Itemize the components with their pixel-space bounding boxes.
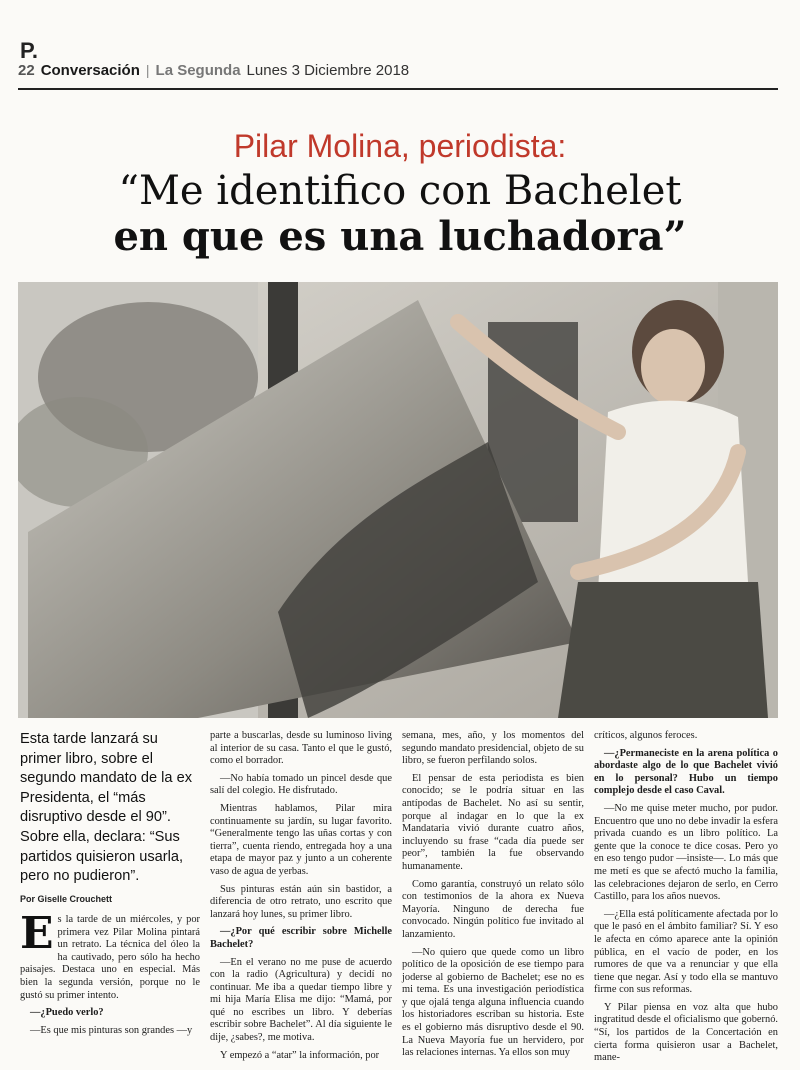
article-byline: Por Giselle Crouchett [20, 894, 113, 904]
article-kicker: Pilar Molina, periodista: [233, 128, 567, 164]
page-number: 22 [18, 62, 35, 79]
interview-question: —¿Permaneciste en la arena política o abordaste algo de lo que Bachelet vivió en lo personal? Hubo un tiempo complejo desde el caso Caval. [594, 747, 778, 797]
paragraph: Mientras hablamos, Pilar mira continuamente su jardín, su lugar favorito. “Generalmente tengo las uñas cortas y con tierra”, cuenta riendo, entregada hoy a una etapa de mayor paz y junto a un coherente vaso de agua de yerbas. [210, 802, 392, 877]
publication-logo: P. [20, 38, 38, 63]
paragraph: Como garantía, construyó un relato sólo con testimonios de la ahora ex Nueva Mayoría. Ninguno de derecha fue convocado. Ningún político fue invitado al lanzamiento. [402, 878, 584, 940]
paragraph: críticos, algunos feroces. [594, 730, 698, 741]
newspaper-name: La Segunda [155, 62, 241, 79]
paragraph: Sus pinturas están aún sin bastidor, a diferencia de otro retrato, uno escrito que lanzará hoy lunes, su primer libro. [210, 883, 392, 920]
paragraph: —No me quise meter mucho, por pudor. Encuentro que uno no debe invadir la esfera privada cuando es un libro político. La gente que la conoce te dice cosas. Pero yo en eso tengo pudor —insiste—. Lo más que me metí es que se afectó mucho la familia, las celebraciones dejaron de serlo, en Cerro Castillo, para los años nuevos. [594, 802, 778, 903]
section-name: Conversación [40, 62, 140, 79]
paragraph: Y empezó a “atar” la información, por [220, 1049, 380, 1061]
page-header [18, 62, 778, 90]
text-column-1 [20, 908, 200, 1042]
paragraph-text: s la tarde de un miércoles, y por primera vez Pilar Molina pintará un retrato. La técnica del óleo la ha cautivado, pero sólo ha hecho paisajes. Destaca uno en especial. Más bien la segunda versión, porque no le gustó su primer intento. [20, 914, 200, 1001]
text-column-2 [210, 730, 392, 1067]
text-column-3 [402, 730, 584, 1065]
headline-line-2: en que es una luchadora” [113, 213, 687, 260]
paragraph [20, 908, 200, 1002]
drop-cap: E [20, 908, 54, 959]
photo-illustration [18, 282, 778, 718]
paragraph: parte a buscarlas, desde su luminoso living al interior de su casa. Tanto el que le gustó, como el borrador. [210, 730, 392, 767]
headline-line-1: “Me identifico con Bachelet [118, 168, 682, 214]
paragraph: —No había tomado un pincel desde que salí del colegio. He disfrutado. [210, 772, 392, 797]
paragraph: El pensar de esta periodista es bien conocido; se le podría situar en las antípodas de Bachelet. No así su sentir, porque al indagar en lo que la ex Mandataria vivió durante cuatro años, incluyendo su frase “cada día puede ser peor”, también la fue observando humanamente. [402, 772, 584, 872]
article-photo [18, 282, 778, 718]
text-column-4 [594, 730, 778, 1070]
paragraph: Y Pilar piensa en voz alta que hubo ingratitud desde el oficialismo que gobernó. “Sí, los partidos de la Concertación en cierta forma quisieron usar a Bachelet, mane- [594, 1001, 778, 1064]
header-separator: | [145, 62, 150, 78]
paragraph: —En el verano no me puse de acuerdo con la radio (Agricultura) y decidí no continuar. Me iba a quedar tiempo libre y mi hija María Elisa me dijo: “Mamá, por qué no escribes un libro. Y deberías escribir sobre Bachelet”. Al día siguiente le dije, ¿sabes?, me motiva. [210, 956, 392, 1044]
paragraph: semana, mes, año, y los momentos del segundo mandato presidencial, objeto de su libro, se fueron perfilando solos. [402, 730, 584, 767]
article-lead: Esta tarde lanzará su primer libro, sobre el segundo mandato de la ex Presidenta, el “más disruptivo desde el 90”. Sobre ella, declara: “Sus partidos quisieron usarla, pero no pudieron”. [20, 731, 193, 885]
article-headline [60, 168, 740, 260]
interview-question: —¿Por qué escribir sobre Michelle Bachelet? [210, 926, 392, 950]
paragraph: —¿Ella está políticamente afectada por lo que le pasó en el ámbito familiar? Sí. Y eso le afecta en cómo aparece ante la opinión pública, en el vacío de poder, en los rumores de que va a renunciar y que ella tiene que negar. Así y todo ella se mantuvo firme con sus reformas. [594, 908, 778, 996]
paragraph: —No quiero que quede como un libro político de la oposición de ese tiempo para joderse al gobierno de Bachelet; ese no es mi tema. Es una investigación periodística y que ojalá tenga alguna influencia cuando los historiadores escriban su historia. Este es el gobierno más disruptivo desde el 90. La Nueva Mayoría fue un hervidero, por las relaciones internas. Ya ellos son muy [402, 946, 584, 1059]
interview-question: —¿Puedo verlo? [30, 1007, 104, 1019]
paragraph: —Es que mis pinturas son grandes —y [30, 1024, 193, 1036]
publication-date: Lunes 3 Diciembre 2018 [246, 62, 410, 79]
